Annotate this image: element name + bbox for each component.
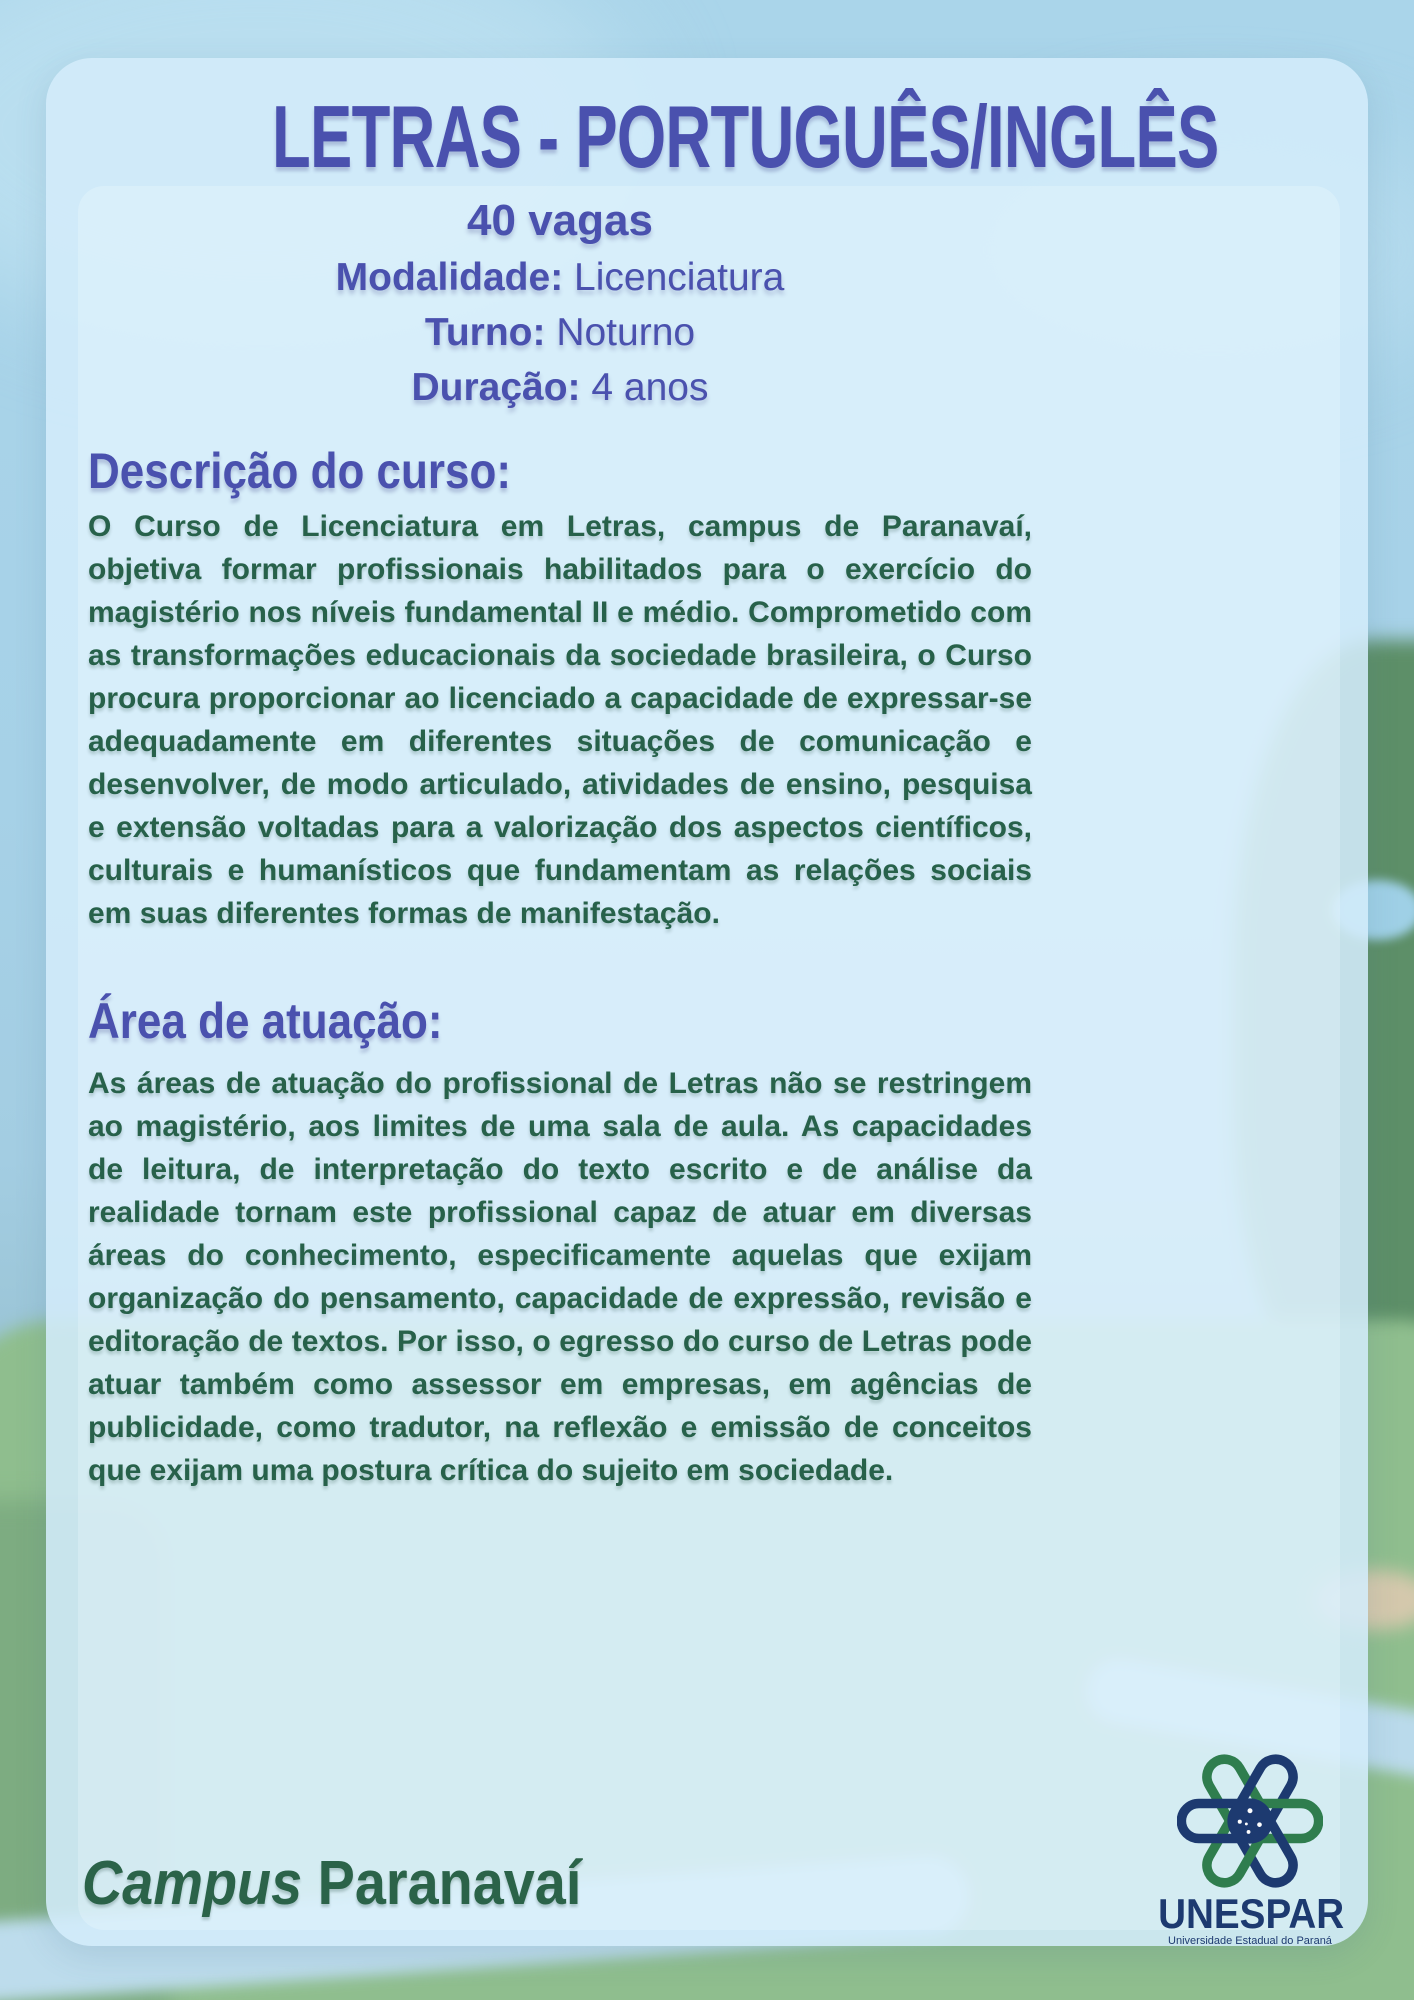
campus-word: Campus (82, 1849, 303, 1918)
unespar-fullname: Universidade Estadual do Paraná (1168, 1935, 1332, 1947)
course-title-text: LETRAS - PORTUGUÊS/INGLÊS (272, 87, 1219, 186)
modality-label: Modalidade: (335, 256, 564, 299)
duration-value: 4 anos (591, 366, 709, 409)
duration-line (88, 360, 1032, 415)
area-heading: Área de atuação: (88, 993, 443, 1049)
vacancies-line: 40 vagas (467, 196, 653, 245)
unespar-wordmark: UNESPAR (1158, 1890, 1345, 1937)
unespar-flower-icon (1177, 1748, 1323, 1894)
shift-value: Noturno (556, 311, 696, 354)
duration-label: Duração: (411, 366, 581, 409)
description-body: O Curso de Licenciatura em Letras, campus de Paranavaí, objetiva formar profissionais habilitados para o exercício do magistério nos níveis fundamental II e médio. Comprometido com as transformações educacionais da sociedade brasileira, o Curso procura proporcionar ao licenciado a capacidade de expressar-se adequadamente em diferentes situações de comunicação e desenvolver, de modo articulado, atividades de ensino, pesquisa e extensão voltadas para a valorização dos aspectos científicos, culturais e humanísticos que fundamentam as relações sociais em suas diferentes formas de manifestação. (88, 510, 1032, 930)
shift-label: Turno: (424, 311, 546, 354)
area-body: As áreas de atuação do profissional de Letras não se restringem ao magistério, aos limites de uma sala de aula. As capacidades de leitura, de interpretação do texto escrito e de análise da realidade tornam este profissional capaz de atuar em diversas áreas do conhecimento, especificamente aquelas que exijam organização do pensamento, capacidade de expressão, revisão e editoração de textos. Por isso, o egresso do curso de Letras pode atuar também como assessor em empresas, em agências de publicidade, como tradutor, na reflexão e emissão de conceitos que exijam uma postura crítica do sujeito em sociedade. (88, 1067, 1032, 1487)
modality-line (88, 250, 1032, 305)
shift-line (88, 305, 1032, 360)
course-info-block (88, 250, 1032, 415)
course-title (88, 86, 1219, 188)
campus-name: Paranavaí (317, 1849, 582, 1918)
modality-value: Licenciatura (574, 256, 785, 299)
campus-line (82, 1848, 637, 1919)
course-card (46, 58, 1368, 1946)
description-heading: Descrição do curso: (88, 443, 512, 499)
unespar-logo (1150, 1748, 1350, 1947)
